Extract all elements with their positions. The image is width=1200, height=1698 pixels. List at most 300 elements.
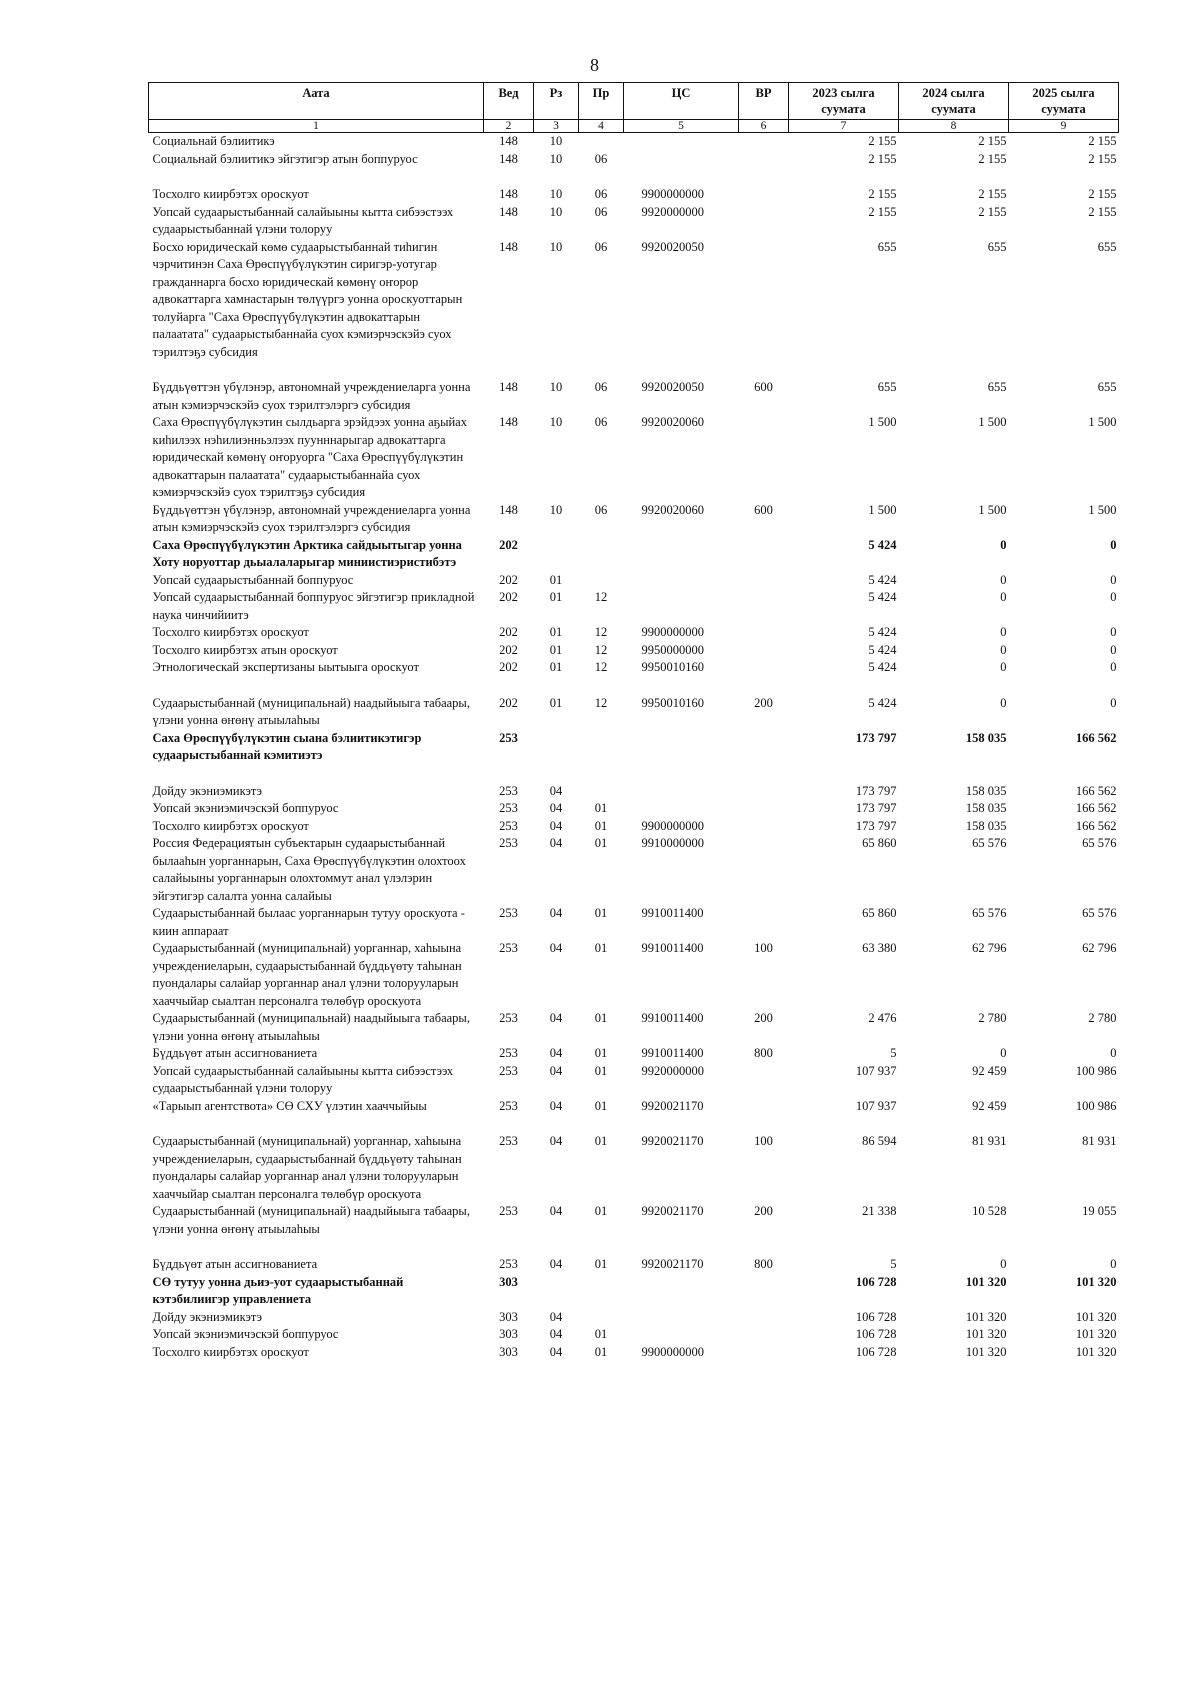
cell-2024: 62 796 — [972, 941, 1007, 955]
cell-cs: 9920020050 — [641, 380, 704, 394]
cell-vr: 600 — [754, 502, 773, 517]
cell-vr — [739, 186, 789, 204]
cell-2024: 0 — [1000, 1257, 1007, 1271]
cell-vr — [739, 572, 789, 590]
cell-2025: 2 780 — [1088, 1011, 1117, 1025]
table-row — [149, 589, 1119, 624]
cell-cs: 9920000000 — [641, 204, 704, 219]
table-body — [149, 133, 1119, 1362]
cell-vr — [739, 133, 789, 151]
header-cs: ЦС — [624, 83, 739, 120]
cell-vr — [739, 1309, 789, 1327]
cell-2023: 21 338 — [862, 1204, 897, 1218]
cell-vr — [739, 835, 789, 905]
cell-name: Саха Өрөспүүбүлүкэтин сыана бэлиитикэтигэр судаарыстыбаннай кэмитиэтэ — [152, 730, 422, 762]
cell-2023: 5 — [890, 1257, 897, 1271]
cell-2023: 5 424 — [868, 625, 897, 639]
cell-rz: 04 — [549, 783, 563, 798]
cell-rz: 01 — [549, 625, 563, 639]
table-row — [149, 1063, 1119, 1098]
cell-pr: 12 — [594, 625, 608, 639]
table-row — [149, 186, 1119, 204]
cell-name: Босхо юридическай көмө судаарыстыбаннай тиһигин чэрчитинэн Саха Өрөспүүбүлүкэтин сиригэр-уотугар гражданнарга босхо юридическай көмөнү оҥорор адвокаттарга хамнастарын төлүүргэ уонна ороскуоттарын толуйарга "Саха Өрөспүүбүлүкэтин адвокаттарын палаатата" судаарыстыбаннайа суох кэмиэрчэскэйэ суох тэрилтэҕэ субсидия — [152, 239, 463, 359]
cell-2024: 0 — [1000, 695, 1007, 710]
cell-pr: 01 — [594, 1011, 608, 1025]
cell-2024: 101 320 — [965, 1344, 1007, 1359]
table-row — [149, 800, 1119, 818]
cell-pr — [579, 783, 624, 801]
cell-ved: 303 — [499, 1327, 518, 1341]
cell-2023: 173 797 — [855, 730, 897, 745]
cell-2023: 107 937 — [855, 1098, 897, 1113]
table-row — [149, 502, 1119, 537]
table-row — [149, 905, 1119, 940]
cell-2024: 2 155 — [978, 187, 1007, 201]
cell-cs: 9900000000 — [641, 625, 704, 639]
table-row — [149, 659, 1119, 695]
table-row — [149, 414, 1119, 502]
cell-cs: 9920021170 — [641, 1257, 704, 1271]
cell-name: Судаарыстыбаннай былаас уорганнарын тутуу ороскуота - киин аппараат — [152, 906, 465, 938]
cell-2025: 19 055 — [1082, 1204, 1117, 1218]
table-row — [149, 730, 1119, 783]
cell-2025: 0 — [1110, 537, 1117, 552]
cell-pr — [579, 572, 624, 590]
cell-ved: 202 — [499, 642, 518, 657]
table-row — [149, 1256, 1119, 1274]
cell-name: Судаарыстыбаннай (муниципальнай) наадыйыыга табаары, үлэни уонна өҥөнү атыылаһыы — [152, 695, 470, 727]
table-row — [149, 783, 1119, 801]
cell-2025: 1 500 — [1088, 502, 1117, 517]
cell-pr: 12 — [594, 660, 608, 674]
cell-2024: 65 576 — [972, 836, 1007, 850]
cell-cs: 9900000000 — [641, 1344, 704, 1359]
cell-ved: 253 — [499, 730, 518, 745]
cell-2024: 10 528 — [972, 1204, 1007, 1218]
cell-2025: 62 796 — [1082, 941, 1117, 955]
cell-cs — [624, 151, 739, 187]
cell-name: Дойду экэниэмикэтэ — [152, 783, 262, 798]
header-number: 3 — [534, 120, 579, 133]
cell-2023: 106 728 — [855, 1327, 897, 1341]
cell-rz: 04 — [549, 1327, 563, 1341]
cell-rz: 04 — [549, 1046, 563, 1060]
cell-name: Этнологическай экспертизаны ыытыыга ороскуот — [152, 660, 419, 674]
cell-vr — [739, 204, 789, 239]
cell-vr: 200 — [754, 695, 773, 710]
cell-pr: 06 — [594, 187, 608, 201]
cell-2023: 173 797 — [855, 801, 897, 815]
cell-vr — [739, 239, 789, 380]
cell-vr — [739, 1344, 789, 1362]
cell-rz: 04 — [549, 1257, 563, 1271]
header-number: 9 — [1009, 120, 1119, 133]
cell-2023: 5 424 — [868, 695, 897, 710]
cell-2023: 2 155 — [868, 187, 897, 201]
cell-rz: 10 — [549, 134, 563, 148]
table-row — [149, 818, 1119, 836]
cell-name: Бүддьүөттэн үбүлэнэр, автономнай учреждениеларга уонна атын кэмиэрчэскэйэ суох тэрилтэлэргэ субсидия — [152, 380, 471, 412]
cell-2023: 655 — [877, 380, 897, 394]
cell-name: Уопсай экэниэмичэскэй боппуруос — [152, 801, 339, 815]
cell-ved: 148 — [499, 204, 518, 219]
cell-vr — [739, 905, 789, 940]
cell-pr: 01 — [594, 1327, 608, 1341]
cell-2023: 173 797 — [855, 818, 897, 833]
cell-cs: 9920020060 — [641, 502, 704, 517]
cell-pr: 01 — [594, 1257, 608, 1271]
table-row — [149, 624, 1119, 642]
cell-rz: 10 — [549, 204, 563, 219]
cell-rz: 04 — [549, 1011, 563, 1025]
cell-rz: 10 — [549, 415, 563, 429]
cell-2024: 92 459 — [972, 1063, 1007, 1078]
cell-name: Социальнай бэлиитикэ эйгэтигэр атын боппуруос — [152, 151, 418, 166]
cell-2025: 0 — [1110, 572, 1117, 587]
cell-2025: 2 155 — [1088, 187, 1117, 201]
cell-2024: 655 — [987, 380, 1007, 394]
cell-2024: 101 320 — [965, 1274, 1007, 1289]
budget-table — [148, 82, 1119, 1361]
cell-rz: 04 — [549, 1204, 563, 1218]
cell-vr — [739, 1098, 789, 1134]
header-number: 4 — [579, 120, 624, 133]
table-row — [149, 1045, 1119, 1063]
cell-2023: 5 424 — [868, 537, 897, 552]
cell-ved: 253 — [499, 1257, 518, 1271]
cell-vr — [739, 624, 789, 642]
cell-rz: 04 — [549, 1098, 563, 1113]
cell-cs — [624, 1326, 739, 1344]
cell-rz: 10 — [549, 151, 563, 166]
cell-pr: 01 — [594, 1344, 608, 1359]
cell-name: СӨ тутуу уонна дьиэ-уот судаарыстыбаннай кэтэбилиигэр управлениета — [152, 1274, 404, 1306]
cell-pr — [579, 730, 624, 783]
cell-2024: 0 — [1000, 572, 1007, 587]
cell-2024: 158 035 — [965, 818, 1007, 833]
cell-rz: 04 — [549, 1134, 563, 1148]
cell-vr: 800 — [754, 1257, 773, 1271]
cell-ved: 253 — [499, 783, 518, 798]
cell-name: Дойду экэниэмикэтэ — [152, 1309, 262, 1324]
cell-name: Тосхолго киирбэтэх ороскуот — [152, 625, 309, 639]
table-row — [149, 133, 1119, 151]
cell-cs — [624, 589, 739, 624]
cell-name: Бүддьүөттэн үбүлэнэр, автономнай учреждениеларга уонна атын кэмиэрчэскэйэ суох тэрилтэлэргэ субсидия — [152, 502, 471, 534]
cell-ved: 148 — [499, 380, 518, 394]
cell-2024: 158 035 — [965, 783, 1007, 798]
cell-rz: 01 — [549, 572, 563, 587]
cell-ved: 202 — [499, 660, 518, 674]
cell-2025: 0 — [1110, 1257, 1117, 1271]
cell-ved: 148 — [499, 502, 518, 517]
cell-ved: 202 — [499, 590, 518, 604]
table-row — [149, 642, 1119, 660]
cell-rz: 01 — [549, 695, 563, 710]
cell-pr: 12 — [594, 590, 608, 604]
cell-cs: 9910011400 — [641, 906, 704, 920]
cell-ved: 202 — [499, 537, 518, 552]
cell-2025: 0 — [1110, 590, 1117, 604]
table-row — [149, 835, 1119, 905]
header-number: 5 — [624, 120, 739, 133]
cell-name: Социальнай бэлиитикэ — [152, 134, 275, 148]
cell-2024: 1 500 — [978, 502, 1007, 517]
cell-vr: 100 — [754, 1134, 773, 1148]
cell-name: Уопсай экэниэмичэскэй боппуруос — [152, 1327, 339, 1341]
cell-2025: 655 — [1097, 239, 1117, 254]
cell-2025: 166 562 — [1075, 818, 1117, 833]
cell-vr — [739, 730, 789, 783]
cell-2024: 0 — [1000, 660, 1007, 674]
cell-cs: 9900000000 — [641, 187, 704, 201]
cell-rz: 10 — [549, 239, 563, 254]
cell-cs: 9950010160 — [641, 695, 704, 710]
cell-pr: 12 — [594, 642, 608, 657]
header-numbers-row — [149, 120, 1119, 133]
cell-pr: 12 — [594, 695, 608, 710]
table-row — [149, 537, 1119, 572]
cell-2024: 655 — [987, 239, 1007, 254]
table-row — [149, 572, 1119, 590]
cell-rz: 10 — [549, 380, 563, 394]
cell-2024: 158 035 — [965, 730, 1007, 745]
page-number: 8 — [590, 55, 599, 75]
cell-rz — [534, 730, 579, 783]
cell-2024: 2 155 — [978, 134, 1007, 148]
cell-rz: 04 — [549, 941, 563, 955]
cell-2024: 1 500 — [978, 415, 1007, 429]
cell-name: Саха Өрөспүүбүлүкэтин сылдьарга эрэйдээх уонна аҕыйах киһилээх нэһилиэнньэлээх пуунннарыгар адвокаттарга юридическай көмөнү оҥоруорга "Саха Өрөспүүбүлүкэтин адвокаттарын палаатата" судаарыстыбаннайа суох кэмиэрчэскэйэ суох тэрилтэҕэ субсидия — [152, 415, 467, 499]
cell-name: Уопсай судаарыстыбаннай салайыыны кытта сибээстээх судаарыстыбаннай үлэни толоруу — [152, 204, 454, 236]
cell-2023: 5 — [890, 1046, 897, 1060]
cell-pr: 01 — [594, 1098, 608, 1113]
cell-cs — [624, 537, 739, 572]
cell-ved: 253 — [499, 818, 518, 833]
cell-2024: 0 — [1000, 625, 1007, 639]
table-row — [149, 204, 1119, 239]
cell-2025: 655 — [1097, 380, 1117, 394]
cell-2023: 86 594 — [862, 1134, 897, 1148]
table-row — [149, 1309, 1119, 1327]
cell-2025: 2 155 — [1088, 204, 1117, 219]
cell-2023: 2 155 — [868, 151, 897, 166]
cell-vr — [739, 642, 789, 660]
cell-vr — [739, 818, 789, 836]
cell-pr: 01 — [594, 1204, 608, 1218]
cell-name: Судаарыстыбаннай (муниципальнай) наадыйыыга табаары, үлэни уонна өҥөнү атыылаһыы — [152, 1011, 470, 1043]
header-pr: Пр — [579, 83, 624, 120]
cell-pr — [579, 133, 624, 151]
cell-2025: 2 155 — [1088, 151, 1117, 166]
table-row — [149, 379, 1119, 414]
cell-2023: 65 860 — [862, 836, 897, 850]
cell-name: Тосхолго киирбэтэх ороскуот — [152, 1344, 309, 1359]
cell-vr — [739, 800, 789, 818]
cell-2024: 0 — [1000, 642, 1007, 657]
cell-2024: 101 320 — [965, 1327, 1007, 1341]
cell-2025: 101 320 — [1075, 1309, 1117, 1324]
cell-ved: 253 — [499, 1063, 518, 1078]
cell-vr: 200 — [754, 1011, 773, 1025]
cell-2024: 0 — [1000, 590, 1007, 604]
cell-vr — [739, 414, 789, 502]
cell-pr: 01 — [594, 1063, 608, 1078]
cell-ved: 303 — [499, 1274, 518, 1289]
cell-name: Уопсай судаарыстыбаннай салайыыны кытта сибээстээх судаарыстыбаннай үлэни толоруу — [152, 1063, 454, 1095]
cell-2025: 2 155 — [1088, 134, 1117, 148]
cell-rz — [534, 1274, 579, 1309]
cell-vr — [739, 1274, 789, 1309]
cell-rz: 10 — [549, 187, 563, 201]
cell-pr: 06 — [594, 380, 608, 394]
cell-2025: 1 500 — [1088, 415, 1117, 429]
cell-2025: 101 320 — [1075, 1327, 1117, 1341]
cell-2023: 5 424 — [868, 572, 897, 587]
cell-2025: 81 931 — [1082, 1134, 1117, 1148]
cell-pr — [579, 537, 624, 572]
cell-cs: 9910000000 — [641, 836, 704, 850]
cell-rz: 04 — [549, 1063, 563, 1078]
table-row — [149, 1274, 1119, 1309]
cell-pr: 06 — [594, 239, 608, 254]
cell-2025: 65 576 — [1082, 836, 1117, 850]
cell-cs: 9920020050 — [641, 239, 704, 254]
cell-ved: 202 — [499, 695, 518, 710]
cell-pr: 06 — [594, 204, 608, 219]
table-header — [149, 83, 1119, 133]
cell-rz: 04 — [549, 818, 563, 833]
cell-2023: 5 424 — [868, 660, 897, 674]
table-row — [149, 1203, 1119, 1256]
table-row — [149, 695, 1119, 730]
cell-ved: 253 — [499, 906, 518, 920]
cell-cs: 9920020060 — [641, 415, 704, 429]
header-number: 1 — [149, 120, 484, 133]
cell-rz: 04 — [549, 1344, 563, 1359]
cell-ved: 253 — [499, 941, 518, 955]
cell-vr — [739, 151, 789, 187]
cell-name: Тосхолго киирбэтэх ороскуот — [152, 818, 309, 833]
cell-2023: 2 155 — [868, 204, 897, 219]
cell-2025: 166 562 — [1075, 801, 1117, 815]
cell-2024: 0 — [1000, 537, 1007, 552]
header-number: 2 — [484, 120, 534, 133]
table-row — [149, 1133, 1119, 1203]
cell-name: Бүддьүөт атын ассигнованиета — [152, 1257, 318, 1271]
cell-vr — [739, 783, 789, 801]
cell-cs: 9950000000 — [641, 642, 704, 657]
header-rz: Рз — [534, 83, 579, 120]
cell-vr: 600 — [754, 380, 773, 394]
cell-vr: 200 — [754, 1204, 773, 1218]
cell-ved: 253 — [499, 1098, 518, 1113]
cell-ved: 202 — [499, 625, 518, 639]
table-row — [149, 940, 1119, 1010]
header-ved: Вед — [484, 83, 534, 120]
cell-name: Тосхолго киирбэтэх ороскуот — [152, 187, 309, 201]
table-row — [149, 151, 1119, 187]
cell-cs — [624, 1309, 739, 1327]
cell-2023: 5 424 — [868, 590, 897, 604]
cell-cs — [624, 783, 739, 801]
header-vr: ВР — [739, 83, 789, 120]
cell-vr — [739, 537, 789, 572]
cell-pr — [579, 1309, 624, 1327]
cell-ved: 148 — [499, 134, 518, 148]
cell-2023: 173 797 — [855, 783, 897, 798]
cell-pr: 06 — [594, 502, 608, 517]
cell-2023: 1 500 — [868, 415, 897, 429]
cell-ved: 253 — [499, 1204, 518, 1218]
cell-pr: 01 — [594, 801, 608, 815]
cell-ved: 253 — [499, 1134, 518, 1148]
cell-pr: 06 — [594, 415, 608, 429]
cell-rz: 01 — [549, 590, 563, 604]
cell-cs: 9920021170 — [641, 1098, 704, 1113]
cell-2023: 2 155 — [868, 134, 897, 148]
cell-2023: 1 500 — [868, 502, 897, 517]
table-row — [149, 1344, 1119, 1362]
cell-cs: 9910011400 — [641, 1046, 704, 1060]
cell-rz — [534, 537, 579, 572]
cell-name: Судаарыстыбаннай (муниципальнай) уорганнар, хаһыына учреждениеларын, судаарыстыбаннай бүддьүөту таһынан пуондалары салайар уорганнар анал үлэни толорууларын хааччыйар сыалтан персоналга төлөбүр ороскуота — [152, 1134, 462, 1201]
cell-ved: 253 — [499, 836, 518, 850]
cell-cs: 9900000000 — [641, 818, 704, 833]
cell-2025: 101 320 — [1075, 1274, 1117, 1289]
cell-pr: 01 — [594, 836, 608, 850]
table-row — [149, 239, 1119, 380]
cell-2023: 107 937 — [855, 1063, 897, 1078]
cell-2023: 5 424 — [868, 642, 897, 657]
cell-ved: 202 — [499, 572, 518, 587]
cell-cs — [624, 572, 739, 590]
cell-2023: 65 860 — [862, 906, 897, 920]
cell-rz: 04 — [549, 1309, 563, 1324]
cell-ved: 253 — [499, 801, 518, 815]
cell-2024: 92 459 — [972, 1098, 1007, 1113]
table-row — [149, 1098, 1119, 1134]
cell-ved: 148 — [499, 151, 518, 166]
cell-2025: 100 986 — [1075, 1098, 1117, 1113]
cell-ved: 253 — [499, 1011, 518, 1025]
cell-2024: 2 155 — [978, 151, 1007, 166]
cell-cs: 9920000000 — [641, 1063, 704, 1078]
cell-pr: 01 — [594, 941, 608, 955]
cell-2023: 655 — [877, 239, 897, 254]
cell-2025: 101 320 — [1075, 1344, 1117, 1359]
cell-2024: 2 155 — [978, 204, 1007, 219]
cell-2023: 63 380 — [862, 941, 897, 955]
cell-2024: 0 — [1000, 1046, 1007, 1060]
cell-2023: 106 728 — [855, 1309, 897, 1324]
header-number: 6 — [739, 120, 789, 133]
cell-ved: 148 — [499, 239, 518, 254]
cell-vr — [739, 589, 789, 624]
cell-2024: 81 931 — [972, 1134, 1007, 1148]
cell-2025: 0 — [1110, 642, 1117, 657]
cell-vr: 100 — [754, 941, 773, 955]
cell-pr — [579, 1274, 624, 1309]
cell-name: Россия Федерациятын субъектарын судаарыстыбаннай былааһын уорганнарын, Саха Өрөспүүбүлүкэтин олохтоох салайыыны уорганнарын олохтоммут анал үлэлэрин эйгэтигэр салалта уонна салайыы — [152, 836, 466, 903]
cell-name: Уопсай судаарыстыбаннай боппуруос эйгэтигэр прикладной наука чинчийиитэ — [152, 590, 475, 622]
cell-2025: 0 — [1110, 1046, 1117, 1060]
cell-rz: 01 — [549, 660, 563, 674]
cell-name: Тосхолго киирбэтэх атын ороскуот — [152, 642, 338, 657]
cell-2025: 65 576 — [1082, 906, 1117, 920]
cell-cs — [624, 1274, 739, 1309]
cell-cs — [624, 730, 739, 783]
